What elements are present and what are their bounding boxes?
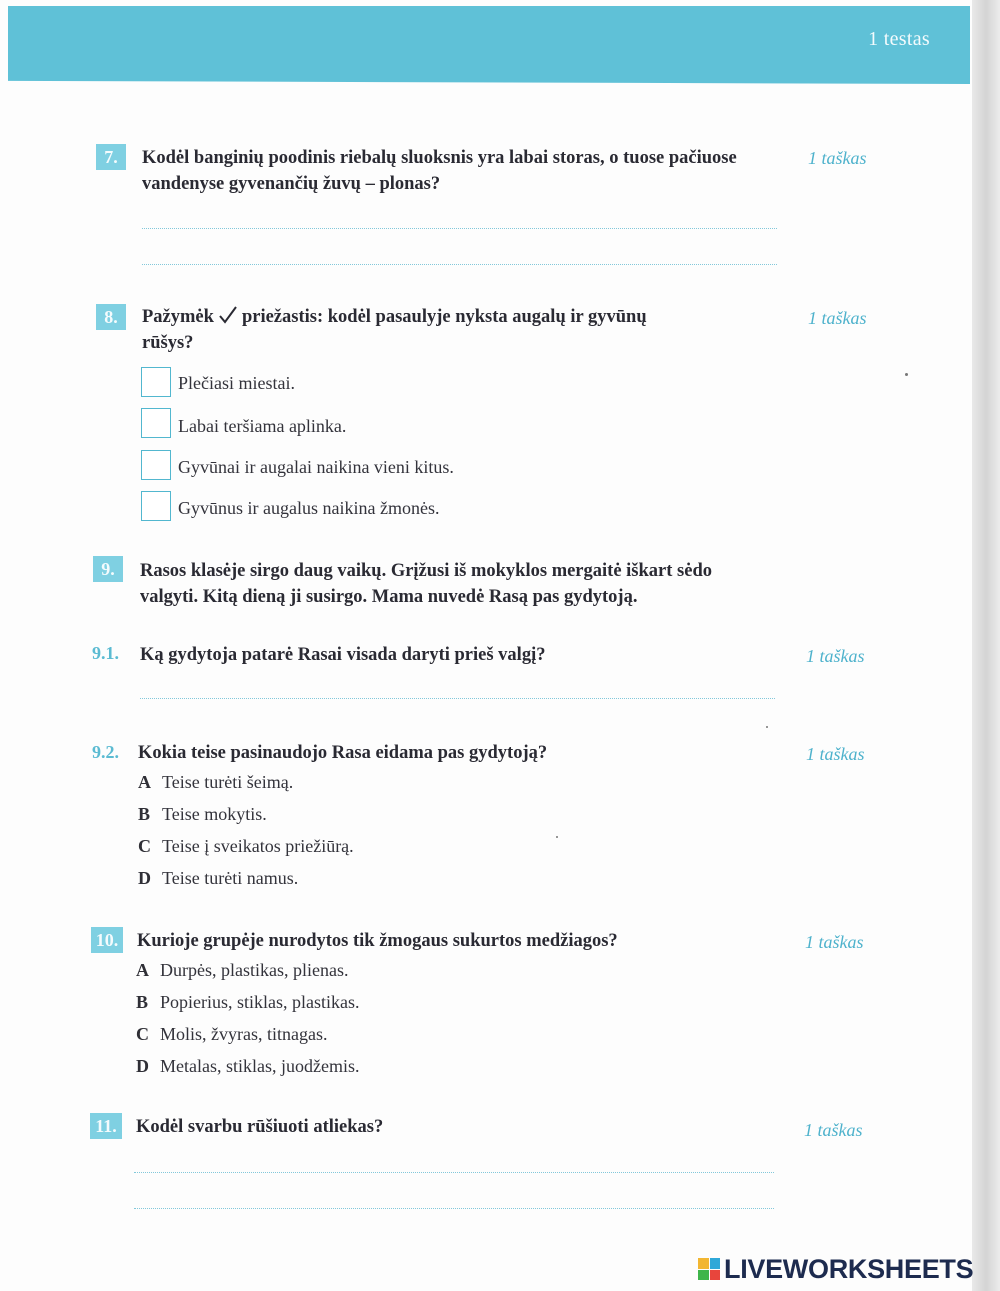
points-label-11: 1 taškas: [804, 1120, 863, 1140]
question-number-10: 10.: [91, 927, 123, 953]
checkmark-icon: [218, 305, 238, 333]
question-number-8: 8.: [96, 304, 126, 330]
test-title: 1 testas: [868, 28, 930, 50]
option-text-c[interactable]: Molis, žvyras, titnagas.: [160, 1024, 328, 1044]
option-letter-d: D: [138, 868, 151, 888]
question-9-2-text: Kokia teise pasinaudojo Rasa eidama pas gydytoją?: [138, 743, 548, 763]
scan-speck: [905, 373, 908, 376]
question-9-text-line1: Rasos klasėje sirgo daug vaikų. Grįžusi iš mokyklos mergaitė iškart sėdo: [140, 561, 712, 581]
answer-line-9-1[interactable]: [140, 698, 775, 699]
option-text-d[interactable]: Teise turėti namus.: [162, 868, 299, 888]
points-label-9-2: 1 taškas: [806, 744, 865, 764]
question-number-9: 9.: [93, 556, 123, 582]
header-band: [8, 6, 970, 84]
question-10-text: Kurioje grupėje nurodytos tik žmogaus sukurtos medžiagos?: [137, 931, 618, 951]
page-edge: [972, 0, 1000, 1291]
question-7-text-line1: Kodėl banginių poodinis riebalų sluoksnis yra labai storas, o tuose pačiuose: [142, 148, 737, 168]
option-letter-b: B: [136, 992, 149, 1012]
scan-speck: [766, 726, 768, 728]
answer-line-11-a[interactable]: [134, 1172, 774, 1173]
watermark-text: LIVEWORKSHEETS: [724, 1254, 974, 1284]
checkbox-option-1[interactable]: [141, 367, 171, 397]
answer-line-11-b[interactable]: [134, 1208, 774, 1209]
question-9-text-line2: valgyti. Kitą dieną ji susirgo. Mama nuvedė Rasą pas gydytoją.: [140, 587, 638, 607]
option-letter-c: C: [136, 1024, 149, 1044]
option-text-d[interactable]: Metalas, stiklas, juodžemis.: [160, 1056, 360, 1076]
question-8-text-pre: Pažymėk: [142, 307, 214, 327]
option-text-c[interactable]: Teise į sveikatos priežiūrą.: [162, 836, 354, 856]
scan-speck: [556, 836, 558, 838]
question-7-text-line2: vandenyse gyvenančių žuvų – plonas?: [142, 174, 441, 194]
question-8-text-line2: rūšys?: [142, 333, 194, 353]
liveworksheets-logo-icon: [698, 1258, 720, 1280]
option-text-a[interactable]: Durpės, plastikas, plienas.: [160, 960, 349, 980]
option-text-a[interactable]: Teise turėti šeimą.: [162, 772, 294, 792]
checkbox-option-3[interactable]: [141, 450, 171, 480]
checkbox-option-2[interactable]: [141, 408, 171, 438]
question-number-9-1: 9.1.: [92, 643, 119, 663]
checkbox-option-4[interactable]: [141, 491, 171, 521]
points-label-8: 1 taškas: [808, 308, 867, 328]
option-text-2: Labai teršiama aplinka.: [178, 416, 347, 436]
option-text-3: Gyvūnai ir augalai naikina vieni kitus.: [178, 457, 454, 477]
option-letter-a: A: [136, 960, 149, 980]
option-text-b[interactable]: Teise mokytis.: [162, 804, 267, 824]
question-number-11: 11.: [90, 1113, 122, 1139]
points-label-9-1: 1 taškas: [806, 646, 865, 666]
answer-line-7-a[interactable]: [142, 228, 777, 229]
option-letter-d: D: [136, 1056, 149, 1076]
question-9-1-text: Ką gydytoja patarė Rasai visada daryti prieš valgį?: [140, 645, 546, 665]
question-8-text-post: priežastis: kodėl pasaulyje nyksta augalų ir gyvūnų: [241, 307, 647, 327]
option-letter-a: A: [138, 772, 151, 792]
points-label-7: 1 taškas: [808, 148, 867, 168]
points-label-10: 1 taškas: [805, 932, 864, 952]
question-number-9-2: 9.2.: [92, 742, 119, 762]
option-letter-b: B: [138, 804, 151, 824]
answer-line-7-b[interactable]: [142, 264, 777, 265]
option-text-1: Plečiasi miestai.: [178, 373, 295, 393]
option-text-b[interactable]: Popierius, stiklas, plastikas.: [160, 992, 360, 1012]
option-letter-c: C: [138, 836, 151, 856]
option-text-4: Gyvūnus ir augalus naikina žmonės.: [178, 498, 440, 518]
question-11-text: Kodėl svarbu rūšiuoti atliekas?: [136, 1117, 384, 1137]
question-number-7: 7.: [96, 144, 126, 170]
question-8-text-line1: [142, 304, 647, 333]
